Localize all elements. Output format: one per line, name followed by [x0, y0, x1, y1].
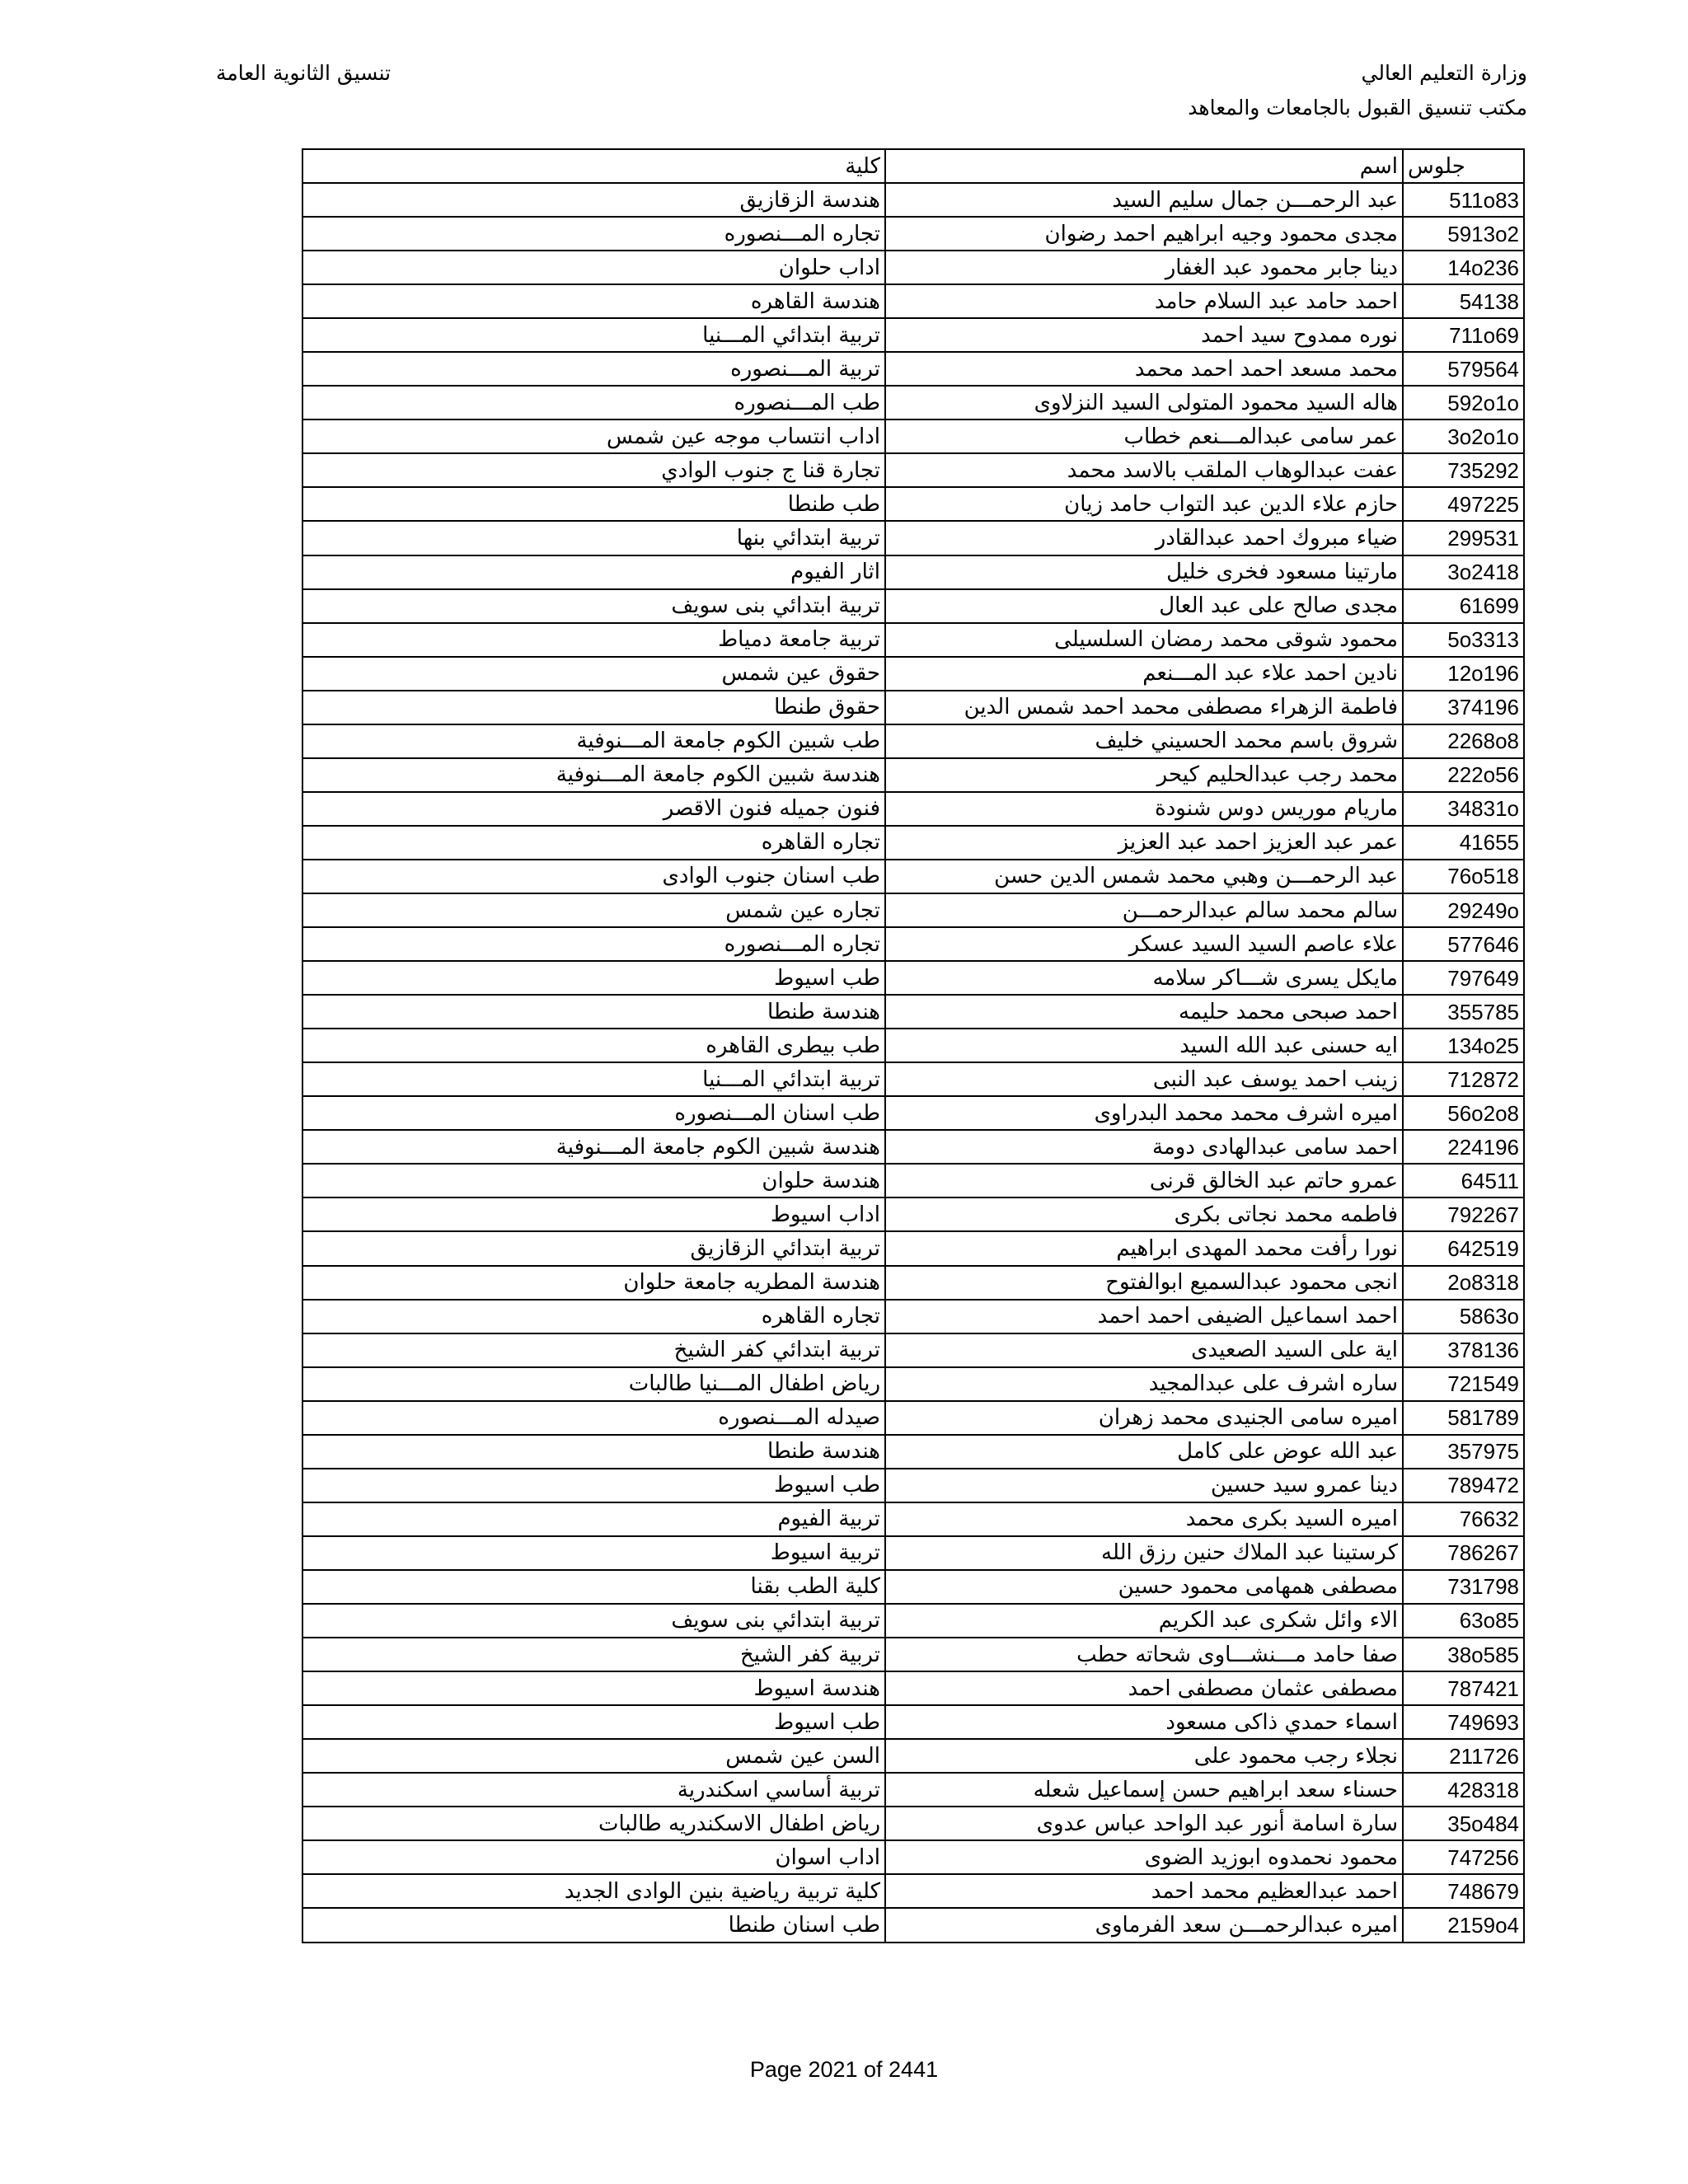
table-row — [302, 961, 1524, 995]
table-row — [302, 318, 1524, 352]
table-row — [302, 1062, 1524, 1096]
table-row — [302, 183, 1524, 217]
seat-cell: 797649 — [1403, 961, 1524, 995]
name-cell: محمد رجب عبدالحليم كيحر — [885, 758, 1403, 792]
table-row — [302, 1773, 1524, 1807]
table-row — [302, 758, 1524, 792]
name-cell: مصطفى همهامى محمود حسين — [885, 1570, 1403, 1604]
table-row — [302, 1367, 1524, 1401]
table-row — [302, 1570, 1524, 1604]
college-cell: طب بيطرى القاهره — [302, 1029, 885, 1062]
name-cell: سالم محمد سالم عبدالرحمـــن — [885, 893, 1403, 927]
name-cell: مجدى صالح على عبد العال — [885, 589, 1403, 623]
name-cell: هاله السيد محمود المتولى السيد النزلاوى — [885, 386, 1403, 419]
table-row — [302, 1604, 1524, 1638]
table-row — [302, 1536, 1524, 1570]
seat-cell: 56o2o8 — [1403, 1096, 1524, 1130]
college-cell: هندسة المطريه جامعة حلوان — [302, 1266, 885, 1300]
seat-cell: 54138 — [1403, 284, 1524, 318]
table-row — [302, 927, 1524, 961]
seat-cell: 731798 — [1403, 1570, 1524, 1604]
seat-cell: 3o2o1o — [1403, 419, 1524, 453]
seat-cell: 224196 — [1403, 1130, 1524, 1164]
name-cell: اسماء حمدي ذاكى مسعود — [885, 1705, 1403, 1739]
header-name: اسم — [885, 149, 1403, 183]
college-cell: حقوق عين شمس — [302, 657, 885, 691]
table-row — [302, 386, 1524, 419]
seat-cell: 5863o — [1403, 1300, 1524, 1333]
table-header-row — [302, 149, 1524, 183]
college-cell: هندسة القاهره — [302, 284, 885, 318]
name-cell: اميره السيد بكرى محمد — [885, 1502, 1403, 1536]
table-row — [302, 1638, 1524, 1671]
name-cell: ماريام موريس دوس شنودة — [885, 792, 1403, 826]
coordination-title: تنسيق الثانوية العامة — [216, 61, 392, 85]
seat-cell: 12o196 — [1403, 657, 1524, 691]
college-cell: هندسة شبين الكوم جامعة المـــنوفية — [302, 758, 885, 792]
seat-cell: 735292 — [1403, 453, 1524, 487]
seat-cell: 5913o2 — [1403, 217, 1524, 251]
college-cell: تجارة قنا ج جنوب الوادي — [302, 453, 885, 487]
seat-cell: 76o518 — [1403, 860, 1524, 893]
office-title: مكتب تنسيق القبول بالجامعات والمعاهد — [1188, 96, 1527, 120]
seat-cell: 378136 — [1403, 1333, 1524, 1367]
seat-cell: 428318 — [1403, 1773, 1524, 1807]
name-cell: اميره سامى الجنيدى محمد زهران — [885, 1401, 1403, 1435]
name-cell: زينب احمد يوسف عبد النبى — [885, 1062, 1403, 1096]
header-college: كلية — [302, 149, 885, 183]
name-cell: علاء عاصم السيد السيد عسكر — [885, 927, 1403, 961]
college-cell: تجاره المـــنصوره — [302, 217, 885, 251]
name-cell: اية على السيد الصعيدى — [885, 1333, 1403, 1367]
college-cell: هندسة طنطا — [302, 1435, 885, 1469]
table-row — [302, 724, 1524, 758]
seat-cell: 792267 — [1403, 1197, 1524, 1231]
table-row — [302, 623, 1524, 657]
page-header-ministry — [1188, 56, 1527, 125]
name-cell: محمود نحمدوه ابوزيد الضوى — [885, 1840, 1403, 1874]
name-cell: مجدى محمود وجيه ابراهيم احمد رضوان — [885, 217, 1403, 251]
table-row — [302, 217, 1524, 251]
table-row — [302, 453, 1524, 487]
name-cell: كرستينا عبد الملاك حنين رزق الله — [885, 1536, 1403, 1570]
name-cell: انجى محمود عبدالسميع ابوالفتوح — [885, 1266, 1403, 1300]
college-cell: رياض اطفال المـــنيا طالبات — [302, 1367, 885, 1401]
table-row — [302, 995, 1524, 1029]
college-cell: صيدله المـــنصوره — [302, 1401, 885, 1435]
table-row — [302, 792, 1524, 826]
name-cell: ضياء مبروك احمد عبدالقادر — [885, 521, 1403, 555]
college-cell: تربية ابتدائي بنى سويف — [302, 1604, 885, 1638]
college-cell: اداب حلوان — [302, 251, 885, 284]
seat-cell: 789472 — [1403, 1469, 1524, 1502]
seat-cell: 61699 — [1403, 589, 1524, 623]
table-row — [302, 1705, 1524, 1739]
college-cell: طب اسيوط — [302, 1705, 885, 1739]
header-seat: جلوس — [1403, 149, 1524, 183]
table-row — [302, 691, 1524, 724]
seat-cell: 355785 — [1403, 995, 1524, 1029]
seat-cell: 29249o — [1403, 893, 1524, 927]
college-cell: حقوق طنطا — [302, 691, 885, 724]
seat-cell: 511o83 — [1403, 183, 1524, 217]
college-cell: السن عين شمس — [302, 1739, 885, 1773]
name-cell: مصطفى عثمان مصطفى احمد — [885, 1671, 1403, 1705]
seat-cell: 2159o4 — [1403, 1908, 1524, 1943]
name-cell: احمد صبحى محمد حليمه — [885, 995, 1403, 1029]
college-cell: هندسة شبين الكوم جامعة المـــنوفية — [302, 1130, 885, 1164]
name-cell: شروق باسم محمد الحسيني خليف — [885, 724, 1403, 758]
seat-cell: 592o1o — [1403, 386, 1524, 419]
name-cell: عبد الله عوض على كامل — [885, 1435, 1403, 1469]
name-cell: حازم علاء الدين عبد التواب حامد زيان — [885, 487, 1403, 521]
table-row — [302, 555, 1524, 589]
college-cell: طب اسنان طنطا — [302, 1908, 885, 1943]
name-cell: عمر عبد العزيز احمد عبد العزيز — [885, 826, 1403, 860]
name-cell: فاطمه محمد نجاتى بكرى — [885, 1197, 1403, 1231]
page-number: Page 2021 of 2441 — [749, 2057, 939, 2082]
name-cell: فاطمة الزهراء مصطفى محمد احمد شمس الدين — [885, 691, 1403, 724]
table-row — [302, 1502, 1524, 1536]
name-cell: اميره عبدالرحمـــن سعد الفرماوى — [885, 1908, 1403, 1943]
table-row — [302, 419, 1524, 453]
name-cell: نورا رأفت محمد المهدى ابراهيم — [885, 1231, 1403, 1265]
table-body — [302, 183, 1524, 1943]
seat-cell: 577646 — [1403, 927, 1524, 961]
table-row — [302, 1908, 1524, 1943]
college-cell: تربية ابتدائي المـــنيا — [302, 318, 885, 352]
name-cell: حسناء سعد ابراهيم حسن إسماعيل شعله — [885, 1773, 1403, 1807]
table-row — [302, 1469, 1524, 1502]
table-row — [302, 1300, 1524, 1333]
college-cell: طب اسنان المـــنصوره — [302, 1096, 885, 1130]
table-row — [302, 1266, 1524, 1300]
name-cell: اميره اشرف محمد محمد البدراوى — [885, 1096, 1403, 1130]
college-cell: هندسة طنطا — [302, 995, 885, 1029]
table-row — [302, 1130, 1524, 1164]
table-row — [302, 1096, 1524, 1130]
seat-cell: 3o2418 — [1403, 555, 1524, 589]
college-cell: طب اسيوط — [302, 1469, 885, 1502]
seat-cell: 357975 — [1403, 1435, 1524, 1469]
seat-cell: 747256 — [1403, 1840, 1524, 1874]
college-cell: تجاره القاهره — [302, 1300, 885, 1333]
name-cell: عمرو حاتم عبد الخالق قرنى — [885, 1164, 1403, 1197]
college-cell: تربية اسيوط — [302, 1536, 885, 1570]
results-table — [302, 148, 1525, 1943]
name-cell: ساره اشرف على عبدالمجيد — [885, 1367, 1403, 1401]
name-cell: دينا عمرو سيد حسين — [885, 1469, 1403, 1502]
seat-cell: 642519 — [1403, 1231, 1524, 1265]
college-cell: فنون جميله فنون الاقصر — [302, 792, 885, 826]
seat-cell: 222o56 — [1403, 758, 1524, 792]
college-cell: اثار الفيوم — [302, 555, 885, 589]
table-row — [302, 284, 1524, 318]
seat-cell: 34831o — [1403, 792, 1524, 826]
table-row — [302, 352, 1524, 386]
table-row — [302, 487, 1524, 521]
table-row — [302, 893, 1524, 927]
table-row — [302, 1231, 1524, 1265]
table-row — [302, 1164, 1524, 1197]
seat-cell: 299531 — [1403, 521, 1524, 555]
table-row — [302, 1739, 1524, 1773]
college-cell: تجاره المـــنصوره — [302, 927, 885, 961]
college-cell: تربية ابتدائي بنها — [302, 521, 885, 555]
name-cell: نادين احمد علاء عبد المـــنعم — [885, 657, 1403, 691]
name-cell: سارة اسامة أنور عبد الواحد عباس عدوى — [885, 1807, 1403, 1840]
name-cell: محمود شوقى محمد رمضان السلسيلى — [885, 623, 1403, 657]
college-cell: طب شبين الكوم جامعة المـــنوفية — [302, 724, 885, 758]
table-row — [302, 657, 1524, 691]
college-cell: تربية ابتدائي المـــنيا — [302, 1062, 885, 1096]
seat-cell: 64511 — [1403, 1164, 1524, 1197]
college-cell: تجاره عين شمس — [302, 893, 885, 927]
seat-cell: 497225 — [1403, 487, 1524, 521]
seat-cell: 2o8318 — [1403, 1266, 1524, 1300]
college-cell: طب اسيوط — [302, 961, 885, 995]
college-cell: تربية المـــنصوره — [302, 352, 885, 386]
table-row — [302, 1807, 1524, 1840]
seat-cell: 581789 — [1403, 1401, 1524, 1435]
seat-cell: 134o25 — [1403, 1029, 1524, 1062]
table-row — [302, 1671, 1524, 1705]
table-row — [302, 826, 1524, 860]
name-cell: دينا جابر محمود عبد الغفار — [885, 251, 1403, 284]
seat-cell: 579564 — [1403, 352, 1524, 386]
table-row — [302, 1401, 1524, 1435]
college-cell: هندسة الزقازيق — [302, 183, 885, 217]
ministry-title: وزارة التعليم العالي — [1361, 61, 1527, 85]
seat-cell: 35o484 — [1403, 1807, 1524, 1840]
name-cell: عبد الرحمـــن وهبي محمد شمس الدين حسن — [885, 860, 1403, 893]
name-cell: صفا حامد مـــنشـــاوى شحاته حطب — [885, 1638, 1403, 1671]
name-cell: مارتينا مسعود فخرى خليل — [885, 555, 1403, 589]
name-cell: احمد اسماعيل الضيفى احمد احمد — [885, 1300, 1403, 1333]
seat-cell: 76632 — [1403, 1502, 1524, 1536]
college-cell: طب اسنان جنوب الوادى — [302, 860, 885, 893]
college-cell: تربية جامعة دمياط — [302, 623, 885, 657]
seat-cell: 41655 — [1403, 826, 1524, 860]
college-cell: اداب انتساب موجه عين شمس — [302, 419, 885, 453]
table-row — [302, 1197, 1524, 1231]
name-cell: مايكل يسرى شـــاكر سلامه — [885, 961, 1403, 995]
name-cell: احمد سامى عبدالهادى دومة — [885, 1130, 1403, 1164]
seat-cell: 374196 — [1403, 691, 1524, 724]
seat-cell: 38o585 — [1403, 1638, 1524, 1671]
name-cell: نجلاء رجب محمود على — [885, 1739, 1403, 1773]
name-cell: ايه حسنى عبد الله السيد — [885, 1029, 1403, 1062]
name-cell: الاء وائل شكرى عبد الكريم — [885, 1604, 1403, 1638]
college-cell: تربية ابتدائي بنى سويف — [302, 589, 885, 623]
table-row — [302, 1333, 1524, 1367]
table-row — [302, 860, 1524, 893]
seat-cell: 749693 — [1403, 1705, 1524, 1739]
college-cell: كلية تربية رياضية بنين الوادى الجديد — [302, 1874, 885, 1908]
college-cell: تربية كفر الشيخ — [302, 1638, 885, 1671]
name-cell: نوره ممدوح سيد احمد — [885, 318, 1403, 352]
table-row — [302, 1435, 1524, 1469]
table-row — [302, 1874, 1524, 1908]
college-cell: تربية ابتدائي الزقازيق — [302, 1231, 885, 1265]
seat-cell: 721549 — [1403, 1367, 1524, 1401]
seat-cell: 211726 — [1403, 1739, 1524, 1773]
seat-cell: 63o85 — [1403, 1604, 1524, 1638]
college-cell: طب طنطا — [302, 487, 885, 521]
college-cell: هندسة اسيوط — [302, 1671, 885, 1705]
name-cell: احمد حامد عبد السلام حامد — [885, 284, 1403, 318]
seat-cell: 786267 — [1403, 1536, 1524, 1570]
name-cell: عفت عبدالوهاب الملقب بالاسد محمد — [885, 453, 1403, 487]
college-cell: تربية ابتدائي كفر الشيخ — [302, 1333, 885, 1367]
seat-cell: 787421 — [1403, 1671, 1524, 1705]
table-row — [302, 1029, 1524, 1062]
seat-cell: 711o69 — [1403, 318, 1524, 352]
college-cell: رياض اطفال الاسكندريه طالبات — [302, 1807, 885, 1840]
name-cell: عبد الرحمـــن جمال سليم السيد — [885, 183, 1403, 217]
seat-cell: 5o3313 — [1403, 623, 1524, 657]
seat-cell: 2268o8 — [1403, 724, 1524, 758]
name-cell: عمر سامى عبدالمـــنعم خطاب — [885, 419, 1403, 453]
college-cell: طب المـــنصوره — [302, 386, 885, 419]
seat-cell: 748679 — [1403, 1874, 1524, 1908]
college-cell: تربية الفيوم — [302, 1502, 885, 1536]
table-row — [302, 1840, 1524, 1874]
name-cell: محمد مسعد احمد احمد محمد — [885, 352, 1403, 386]
table-row — [302, 251, 1524, 284]
college-cell: كلية الطب بقنا — [302, 1570, 885, 1604]
seat-cell: 14o236 — [1403, 251, 1524, 284]
college-cell: اداب اسوان — [302, 1840, 885, 1874]
table-row — [302, 521, 1524, 555]
college-cell: اداب اسيوط — [302, 1197, 885, 1231]
college-cell: تجاره القاهره — [302, 826, 885, 860]
college-cell: هندسة حلوان — [302, 1164, 885, 1197]
name-cell: احمد عبدالعظيم محمد احمد — [885, 1874, 1403, 1908]
seat-cell: 712872 — [1403, 1062, 1524, 1096]
college-cell: تربية أساسي اسكندرية — [302, 1773, 885, 1807]
table-row — [302, 589, 1524, 623]
